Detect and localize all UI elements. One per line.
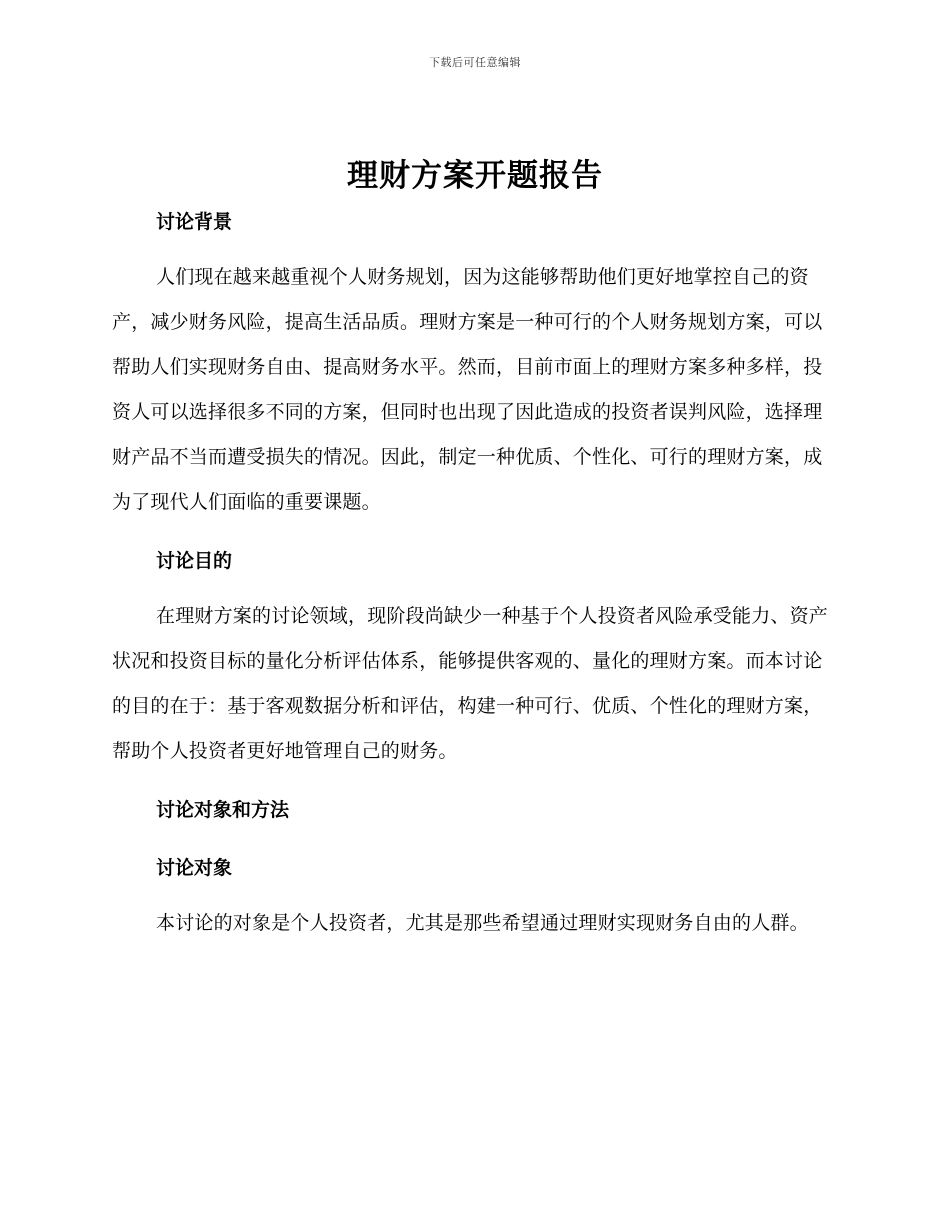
document-body xyxy=(112,200,830,946)
section-heading-object: 讨论对象 xyxy=(156,857,233,879)
section-text-object: 本讨论的对象是个人投资者，尤其是那些希望通过理财实现财务自由的人群。 xyxy=(156,912,809,934)
section-text-purpose: 在理财方案的讨论领域，现阶段尚缺少一种基于个人投资者风险承受能力、资产状况和投资目标的量化分析评估体系，能够提供客观的、量化的理财方案。而本讨论的目的在于：基于客观数据分析和评估，构建一种可行、优质、个性化的理财方案，帮助个人投资者更好地管理自己的财务。 xyxy=(112,605,829,762)
header-note: 下载后可任意编辑 xyxy=(429,56,521,69)
section-heading-purpose: 讨论目的 xyxy=(156,550,233,572)
document-title: 理财方案开题报告 xyxy=(347,158,603,194)
section-heading-background: 讨论背景 xyxy=(156,211,233,233)
section-text-background: 人们现在越来越重视个人财务规划，因为这能够帮助他们更好地掌控自己的资产，减少财务风险，提高生活品质。理财方案是一种可行的个人财务规划方案，可以帮助人们实现财务自由、提高财务水平。然而，目前市面上的理财方案多种多样，投资人可以选择很多不同的方案，但同时也出现了因此造成的投资者误判风险，选择理财产品不当而遭受损失的情况。因此，制定一种优质、个性化、可行的理财方案，成为了现代人们面临的重要课题。 xyxy=(112,266,823,513)
section-heading-object-method: 讨论对象和方法 xyxy=(156,799,290,821)
